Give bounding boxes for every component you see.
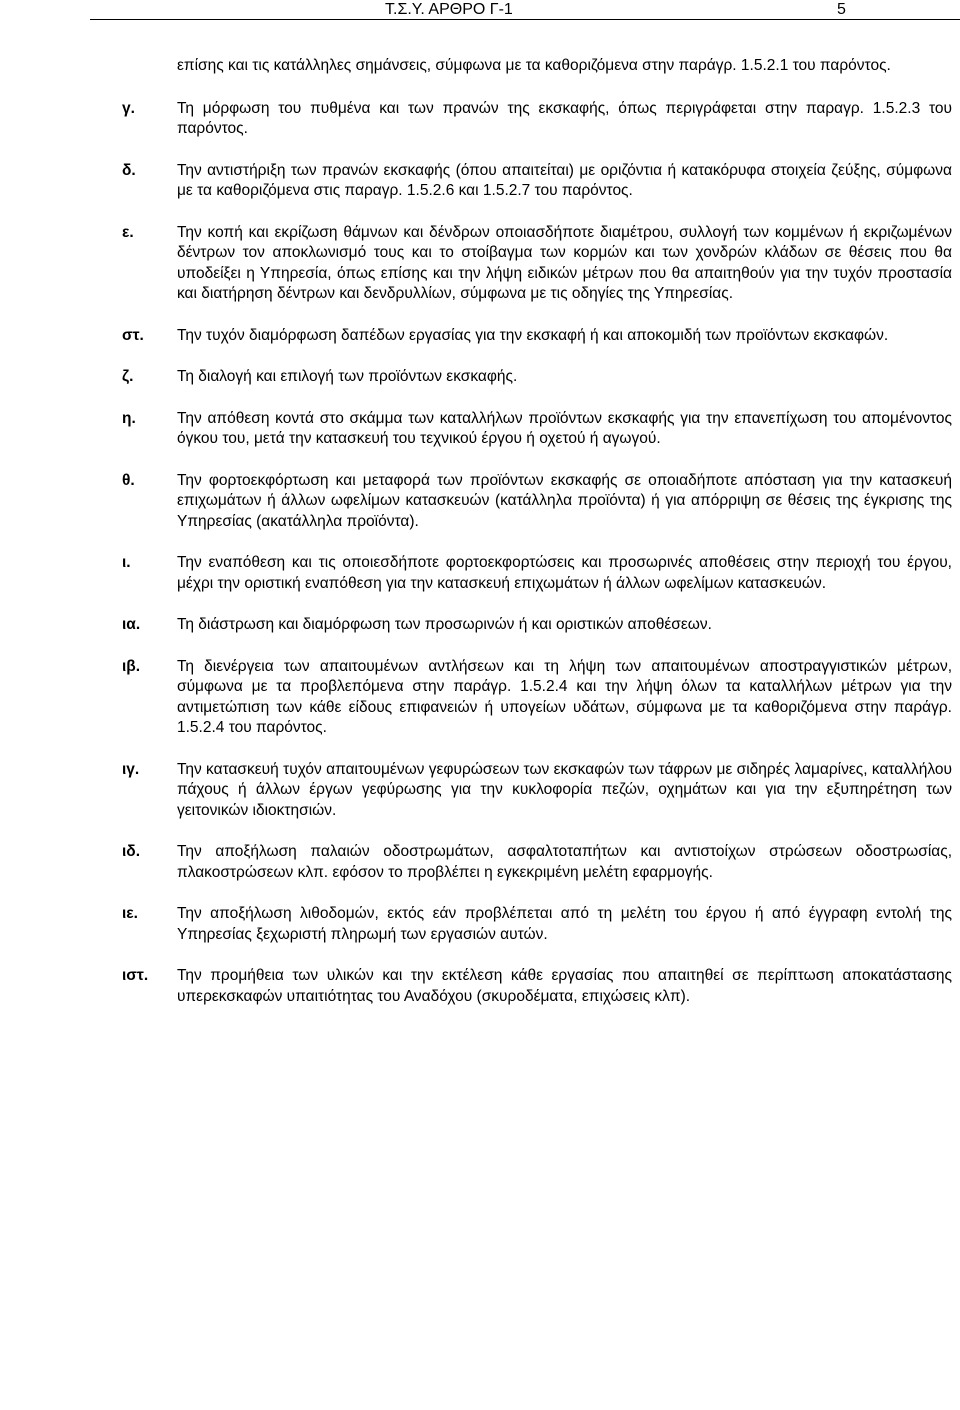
item-label: ιδ. [122,843,141,860]
list-item [122,99,954,140]
item-text: Την φορτοεκφόρτωση και μεταφορά των προϊόντων εκσκαφής σε οποιαδήποτε απόσταση για την κατασκευή επιχωμάτων ή άλλων ωφελίμων κατασκευών (κατάλληλα προϊόντα) ή για απόρριψη σε θέσεις της έγκρισης της Υπηρεσίας (ακατάλληλα προϊόντα). [177,471,952,530]
item-label: δ. [122,161,136,179]
item-text: Την αποξήλωση παλαιών οδοστρωμάτων, ασφαλτοταπήτων και αντιστοίχων στρώσεων οδοστρωσίας, πλακοστρώσεων κλπ. εφόσον το προβλέπει η εγκεκριμένη μελέτη εφαρμογής. [177,843,952,881]
list-item [122,553,954,594]
list-item [122,760,954,822]
item-label: γ. [122,99,135,117]
intro-paragraph: επίσης και τις κατάλληλες σημάνσεις, σύμφωνα με τα καθοριζόμενα στην παράγρ. 1.5.2.1 του παρόντος. [177,57,891,74]
item-label: ε. [122,223,134,241]
item-label: ιστ. [122,967,149,984]
item-text: Την αποξήλωση λιθοδομών, εκτός εάν προβλέπεται από τη μελέτη του έργου ή από έγγραφη εντολή της Υπηρεσίας ξεχωριστή πληρωμή των εργασιών αυτών. [177,905,952,943]
list-item [122,615,954,636]
page-header [0,0,960,24]
list-item [122,161,954,202]
list-item [122,966,954,1007]
header-title: Τ.Σ.Υ. ΑΡΘΡΟ Γ-1 [385,1,513,18]
item-text: Τη μόρφωση του πυθμένα και των πρανών της εκσκαφής, όπως περιγράφεται στην παραγρ. 1.5.2.3 του παρόντος. [177,99,952,137]
item-text: Τη διαλογή και επιλογή των προϊόντων εκσκαφής. [177,368,518,385]
item-text: Την κοπή και εκρίζωση θάμνων και δένδρων οποιασδήποτε διαμέτρου, συλλογή των κομμένων ή εκριζωμένων δέντρων τον αποκλωνισμό τους και το στοίβαγμα των κορμών και των χονδρών κλάδων σε θέσεις που θα υποδείξει η Υπηρεσία, όπως επίσης και την λήψη ειδικών μέτρων που θα απαιτηθούν για την τυχόν προστασία και διατήρηση δέντρων και δενδρυλλίων, σύμφωνα με τις οδηγίες της Υπηρεσίας. [177,223,952,302]
item-label: ιε. [122,905,138,922]
item-text: Τη διενέργεια των απαιτουμένων αντλήσεων και τη λήψη των απαιτουμένων αποστραγγιστικών μέτρων, σύμφωνα με τα προβλεπόμενα στην παράγρ. 1.5.2.4 και την λήψη όλων τα καταλλήλων μέτρων για την αντιμετώπιση των κάθε είδους επιφανειών ή υπογείων υδάτων, σύμφωνα με τα καθοριζόμενα στην παράγρ. 1.5.2.4 του παρόντος. [177,657,952,736]
item-label: ζ. [122,368,134,385]
page-number: 5 [837,1,846,18]
item-label: η. [122,409,136,427]
list-item [122,367,954,388]
item-text: Την προμήθεια των υλικών και την εκτέλεση κάθε εργασίας που απαιτηθεί σε περίπτωση αποκατάστασης υπερεκσκαφών υπαιτιότητας του Αναδόχου (σκυροδέματα, επιχώσεις κλπ). [177,967,952,1005]
item-text: Την αντιστήριξη των πρανών εκσκαφής (όπου απαιτείται) με οριζόντια ή κατακόρυφα στοιχεία ζεύξης, σύμφωνα με τα καθοριζόμενα στις παραγρ. 1.5.2.6 και 1.5.2.7 του παρόντος. [177,161,952,199]
list-item [122,904,954,945]
list-item [122,842,954,883]
list-item [122,409,954,450]
header-rule [90,19,960,20]
item-label: ιβ. [122,657,141,675]
item-text: Τη διάστρωση και διαμόρφωση των προσωρινών ή και οριστικών αποθέσεων. [177,616,712,633]
item-text: Την τυχόν διαμόρφωση δαπέδων εργασίας για την εκσκαφή ή και αποκομιδή των προϊόντων εκσκαφών. [177,326,889,344]
item-text: Την κατασκευή τυχόν απαιτουμένων γεφυρώσεων των εκσκαφών των τάφρων με σιδηρές λαμαρίνες, καταλλήλου πάχους ή άλλων έργων γεφύρωσης για την κυκλοφορία πεζών, οχημάτων και για την εξυπηρέτηση των γειτονικών ιδιοκτησιών. [177,760,952,819]
list-item [122,471,954,533]
list-item [122,657,954,739]
item-label: στ. [122,326,144,344]
item-label: ιγ. [122,760,140,778]
item-label: θ. [122,471,135,489]
item-text: Την απόθεση κοντά στο σκάμμα των καταλλήλων προϊόντων εκσκαφής για την επανεπίχωση του απομένοντος όγκου του, μετά την κατασκευή του τεχνικού έργου ή οχετού ή αγωγού. [177,409,952,447]
item-text: Την εναπόθεση και τις οποιεσδήποτε φορτοεκφορτώσεις και προσωρινές αποθέσεις στην περιοχή του έργου, μέχρι την οριστική εναπόθεση για την κατασκευή επιχωμάτων ή άλλων ωφελίμων κατασκευών. [177,554,952,592]
document-body [122,56,954,1028]
item-label: ι. [122,554,131,571]
item-label: ια. [122,616,141,633]
list-item [122,326,954,347]
list-item [122,223,954,305]
